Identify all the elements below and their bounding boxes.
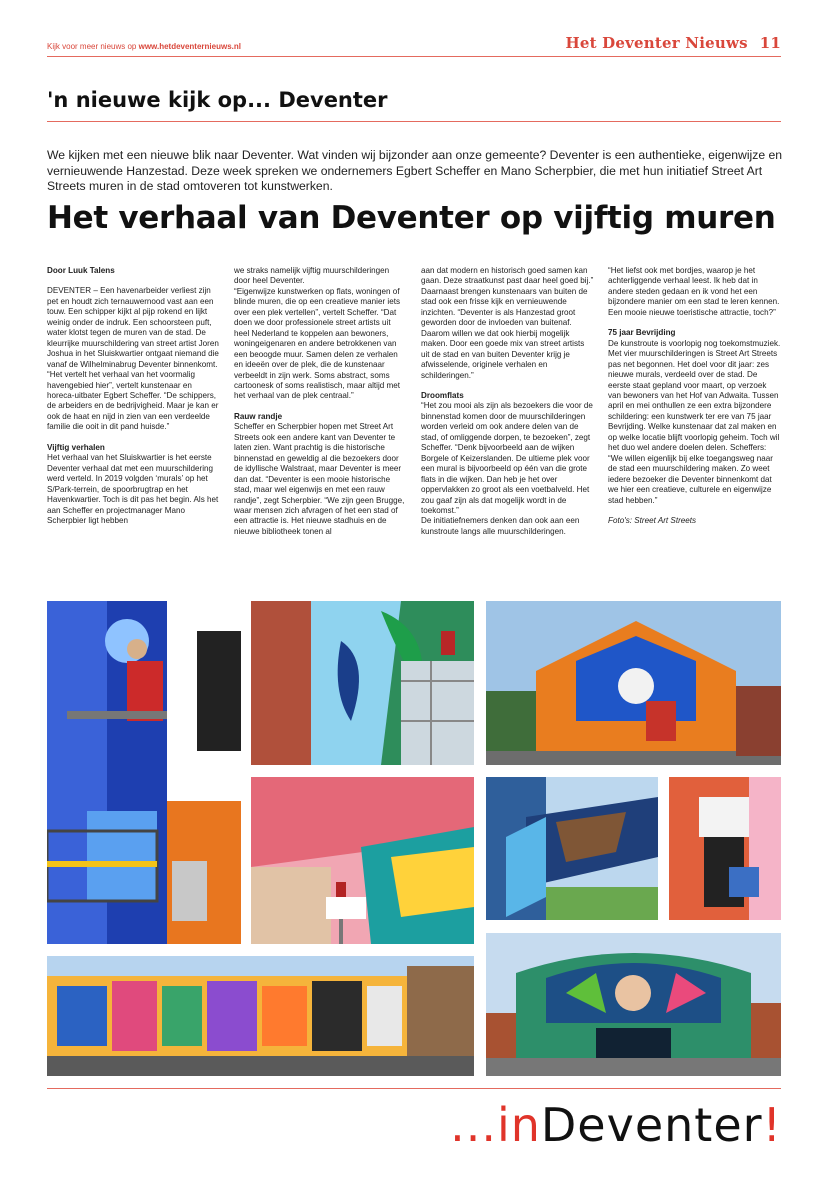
photo-abstract-mural-scaffold-image [251, 601, 474, 765]
photo-bridge-mural [486, 777, 658, 920]
footer-logo-city: Deventer [540, 1098, 763, 1152]
photo-canopy-mural-lift-image [251, 777, 474, 944]
photo-brick-wall-mural [669, 777, 781, 920]
kicker-divider [47, 121, 781, 122]
photo-hall-jungle-mural-image [486, 933, 781, 1076]
footer-logo-in: in [496, 1098, 541, 1152]
paragraph: “Het zou mooi als zijn als bezoekers die voor de binnenstad komen door de muurschilderingen worden verleid om ook andere delen van de stad, of omliggende dorpen, te bezoeken”, zegt Scheffer. “Denk bijvoorbeeld aan de wijken Borgele of Keizerslanden. De ultieme plek voor een mural is bijvoorbeeld op één van die grote flats in die wijken. Dan heb je het over oppervlakken zo groot als een voetbalveld. Het zou gaaf zijn als dat mogelijk wordt in de toekomst.” [421, 401, 593, 515]
paragraph: Daarnaast brengen kunstenaars van buiten de stad ook een frisse kijk en vernieuwende inzichten. “Deventer is als Hanzestad groot geworden door de invloeden van buitenaf. Daarom willen we dat ook hierbij mogelijk maken. Door een goede mix van street artists uit de stad en van buiten Deventer krijg je afwisselende, originele verhalen en schilderingen.” [421, 286, 588, 380]
top-bar [47, 34, 781, 57]
paragraph: De initiatiefnemers denken dan ook aan een kunstroute langs alle muurschilderingen. [421, 516, 580, 536]
paragraph: aan dat modern en historisch goed samen kan gaan. Deze straatkunst past daar heel goed bij.” [421, 266, 594, 286]
paragraph: Scheffer en Scherpbier hopen met Street Art Streets ook een andere kant van Deventer te laten zien. Want prachtig is die historische binnenstad en geweldig al die bezoekers door de idyllische Walstraat, maar Deventer is meer dan dat. “Deventer is een mooie historische stad, maar wel eigenwijs en met een rauw randje”, zegt Scherpbier. “We zijn geen Brugge, waar mensen zich afvragen of het een stad of een attractie is. Het nieuwe stadhuis en de nieuwe bibliotheek tonen al [234, 422, 405, 536]
photo-brick-wall-mural-image [669, 777, 781, 920]
photo-canopy-mural-lift [251, 777, 474, 944]
paragraph: “Eigenwijze kunstwerken op flats, woningen of blinde muren, die op een creatieve manier iets over een plek vertellen”, vertelt Scheffer. “Dat doen we door professionele street artists uit heel Nederland te koppelen aan bewoners, woningeigenaren en andere betrokkenen van een beoogde muur. Samen delen ze verhalen en ideeën over de plek, die de kunstenaar verbeeldt in zijn werk. Soms abstract, soms cartoonesk of soms realistisch, maar altijd met het verhaal van de plek centraal.” [234, 286, 401, 401]
photo-hall-jungle-mural [486, 933, 781, 1076]
website-promo-text: Kijk voor meer nieuws op [47, 42, 139, 51]
photo-building-mural-orange [486, 601, 781, 765]
masthead-title: Het Deventer Nieuws [565, 34, 748, 52]
website-link[interactable]: www.hetdeventernieuws.nl [138, 42, 241, 51]
paragraph: we straks namelijk vijftig muurschilderingen door heel Deventer. [234, 266, 390, 286]
paragraph: Het verhaal van het Sluiskwartier is het eerste Deventer verhaal dat met een muurschildering werd verteld. In 2019 volgden ‘murals’ op het S/Park-terrein, de spoorbrugtrap en het Havenkwartier. Toch is dit pas het begin. Als het aan Scheffer en projectmanager Mano Scherpbier ligt hebben [47, 453, 219, 525]
paragraph: DEVENTER – Een havenarbeider verliest zijn pet en houdt zich ternauwernood vast aan een touw. Een schipper kijkt al pijp rokend en lijkt weinig onder de indruk. Een schoorsteen puft, water klotst tegen de muren van de stad. De kleurrijke muurschildering van street artist Joren Joshua in het Sluiskwartier ontgaat niemand die vanaf de Wilhelminabrug Deventer binnenkomt. [47, 286, 219, 369]
photo-artist-on-lift-image [47, 601, 241, 944]
photo-geometric-mural-wide [47, 956, 474, 1076]
photo-geometric-mural-wide-image [47, 956, 474, 1076]
paragraph: “Het vertelt het verhaal van het voormalig havengebied hier”, vertelt kunstenaar en horeca-uitbater Egbert Scheffer. “De schippers, de arbeiders en de bedrijvigheid. Maar je kan er ook de haat en nijd in zien van een verdeelde familie die ooit in dit pand huisde.” [47, 370, 219, 432]
paragraph: De kunstroute is voorlopig nog toekomstmuziek. Met vier muurschilderingen is Street Art Streets pas net begonnen. Het doel voor dit jaar: zes nieuwe murals, verdeeld over de stad. De eerste staat gepland voor maart, op verzoek van bewoners van het Hof van Adwaita. Tussen april en mei onthullen ze een extra bijzondere schildering: een kunstwerk ter ere van 75 jaar Bevrijding. Welke kunstenaar dat zal maken en op welke locatie blijft voorlopig geheim. Toch wil het duo wel andere doelen delen. Scheffers: “We willen eigenlijk bij elke toegangsweg naar de stad een muurschildering maken. Zo weet iedere bezoeker die Deventer binnenkomt dat we hier een creatieve, culturele en eigenwijze stad hebben.” [608, 338, 781, 505]
footer-logo-exclamation: ! [762, 1098, 782, 1152]
subheading: Rauw randje [234, 411, 283, 421]
footer-logo-dots: ... [450, 1098, 497, 1152]
photo-artist-on-lift [47, 601, 241, 944]
website-promo [47, 42, 241, 51]
photo-abstract-mural-scaffold [251, 601, 474, 765]
photo-building-mural-orange-image [486, 601, 781, 765]
subheading: Droomflats [421, 390, 464, 400]
subheading: Vijftig verhalen [47, 442, 105, 452]
article-column-3 [421, 266, 594, 537]
footer-logo [450, 1098, 782, 1152]
intro-paragraph: We kijken met een nieuwe blik naar Deventer. Wat vinden wij bijzonder aan onze gemeente? Deventer is een authentieke, eigenwijze en vernieuwende Hanzestad. Deze week spreken we ondernemers Egbert Scheffer en Mano Scherpbier, die met hun initiatief Street Art Streets muren in de stad omtoveren tot kunstwerken. [47, 148, 783, 193]
page-number: 11 [759, 34, 781, 52]
article-column-2 [234, 266, 407, 537]
subheading: 75 jaar Bevrijding [608, 328, 676, 338]
byline: Door Luuk Talens [47, 266, 115, 275]
paragraph: “Het liefst ook met bordjes, waarop je het achterliggende verhaal leest. Ik heb dat in andere steden gedaan en ik vond het een bijzondere manier om een stad te leren kennen. Een mooie nieuwe toeristische attractie, toch?” [608, 266, 780, 317]
footer-divider [47, 1088, 781, 1089]
article-columns [47, 266, 782, 537]
photo-credit: Foto's: Street Art Streets [608, 515, 697, 525]
photo-bridge-mural-image [486, 777, 658, 920]
masthead [566, 34, 781, 52]
section-kicker: 'n nieuwe kijk op... Deventer [47, 88, 388, 112]
article-column-4 [608, 266, 781, 537]
article-column-1 [47, 266, 220, 537]
article-headline: Het verhaal van Deventer op vijftig muren [47, 200, 776, 236]
